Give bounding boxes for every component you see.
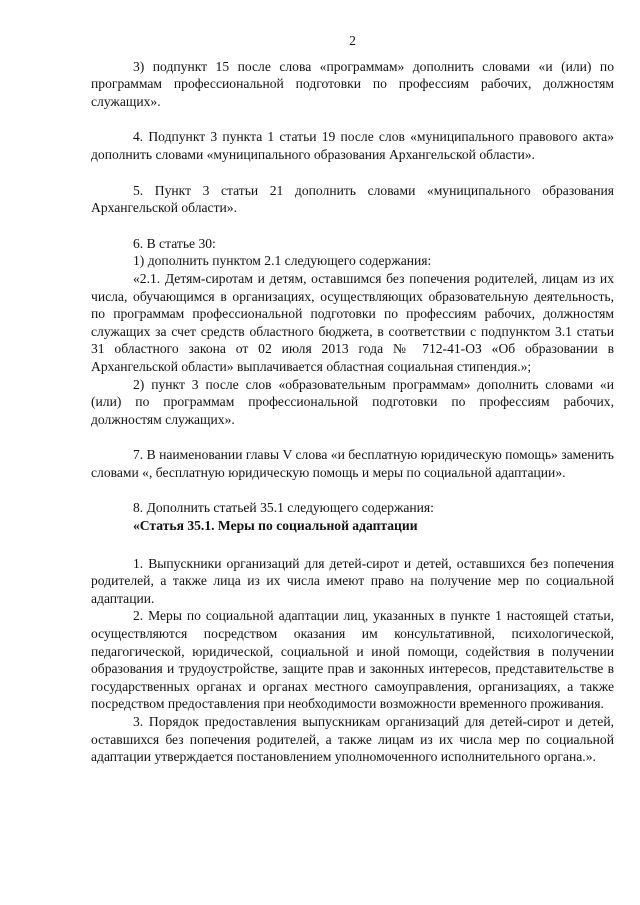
- paragraph-item-6: 6. В статье 30:: [133, 235, 216, 251]
- paragraph-item-6-quote-2-1: «2.1. Детям-сиротам и детям, оставшимся без попечения родителей, лицам из их числа, обучающимся в организациях, осуществляющих образовательную деятельность, по программам профессиональной подготовки по профессиям рабочих, должностям служащих за счет средств областного бюджета, в соответствии с подпунктом 3.1 статьи 31 областного закона от 02 июля 2013 года № 712-41-ОЗ «Об образовании в Архангельской области» выплачивается областная социальная стипендия.»;: [91, 270, 614, 374]
- paragraph-item-4: 4. Подпункт 3 пункта 1 статьи 19 после слов «муниципального правового акта» дополнить словами «муниципального образования Архангельской области».: [91, 129, 614, 162]
- article-35-1-point-3: 3. Порядок предоставления выпускникам организаций для детей-сирот и детей, оставшихся без попечения родителей, а также лицам из их числа мер по социальной адаптации утверждается постановлением уполномоченного исполнительного органа.».: [91, 714, 614, 765]
- paragraph-item-8: 8. Дополнить статьей 35.1 следующего содержания:: [133, 500, 434, 516]
- paragraph-item-5: 5. Пункт 3 статьи 21 дополнить словами «муниципального образования Архангельской области».: [91, 182, 614, 216]
- paragraph-item-6-subitem-2: 2) пункт 3 после слов «образовательным программам» дополнить словами «и (или) по программам профессиональной подготовки по профессиям рабочих, должностям служащих».: [91, 376, 614, 427]
- paragraph-subitem-3: 3) подпункт 15 после слова «программам» дополнить словами «и (или) по программам профессиональной подготовки по профессиям рабочих, должностям служащих».: [91, 58, 614, 109]
- article-35-1-point-1: 1. Выпускники организаций для детей-сирот и детей, оставшихся без попечения родителей, а также лица из их числа имеют право на получение мер по социальной адаптации.: [91, 555, 614, 606]
- document-page: [91, 32, 614, 766]
- paragraph-item-6-subitem-1: 1) дополнить пунктом 2.1 следующего содержания:: [133, 253, 432, 269]
- page-number: 2: [349, 33, 356, 48]
- article-35-1-point-2: 2. Меры по социальной адаптации лиц, указанных в пункте 1 настоящей статьи, осуществляются посредством оказания им консультативной, психологической, педагогической, юридической, социальной и иной помощи, содействия в получении образования и трудоустройстве, защите прав и законных интересов, представительстве в государственных органах и органах местного самоуправления, организациях, а также посредством предоставления при необходимости возможности временного проживания.: [91, 608, 614, 712]
- article-35-1-heading: «Статья 35.1. Меры по социальной адаптации: [133, 518, 418, 534]
- paragraph-item-7: 7. В наименовании главы V слова «и бесплатную юридическую помощь» заменить словами «, бесплатную юридическую помощь и меры по социальной адаптации».: [91, 447, 614, 480]
